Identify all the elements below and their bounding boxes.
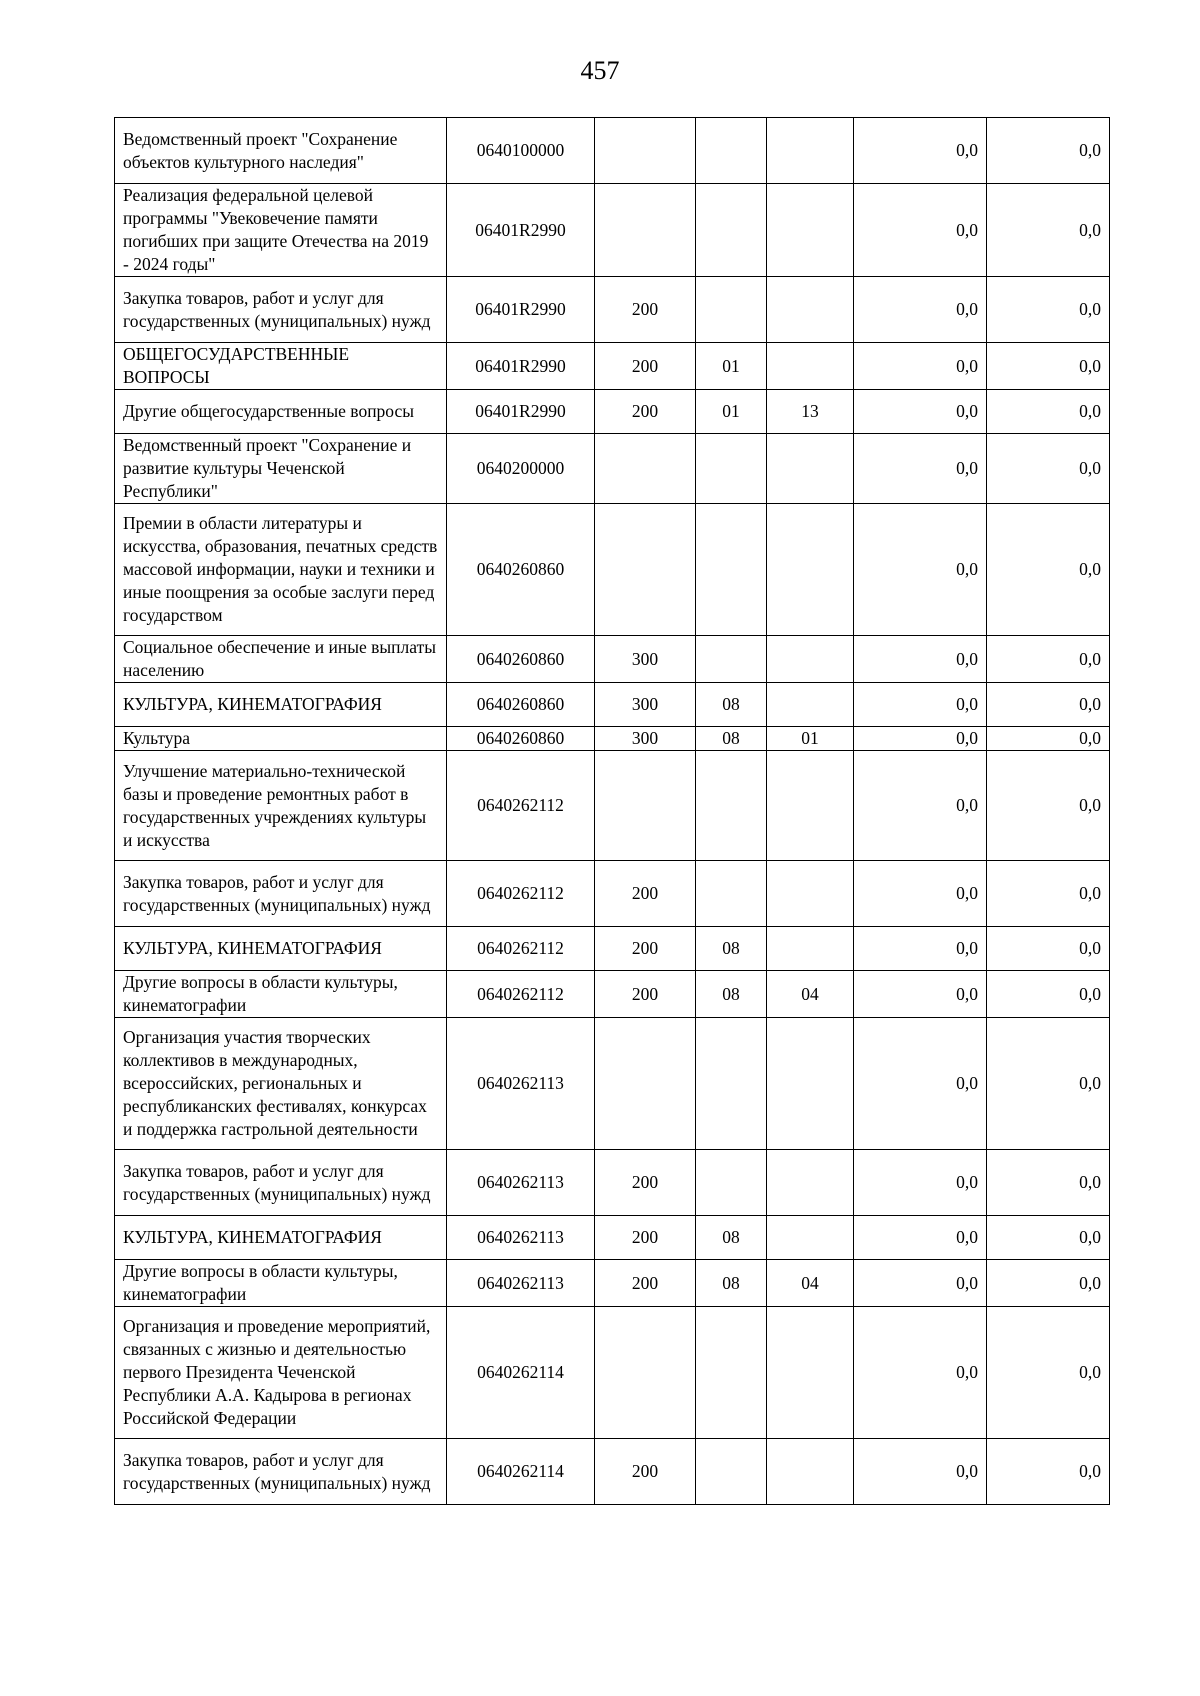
amount-2-cell: 0,0 [987,343,1110,390]
row-name-cell: Ведомственный проект "Сохранение и развитие культуры Чеченской Республики" [115,434,447,504]
table-row [115,683,1110,727]
section-cell [696,434,767,504]
section-cell: 01 [696,343,767,390]
row-name-cell: Культура [115,727,447,751]
expense-type-cell: 300 [595,683,696,727]
amount-1-cell: 0,0 [854,1307,987,1439]
amount-1-cell: 0,0 [854,683,987,727]
target-code-cell: 0640262112 [447,927,595,971]
target-code-cell: 06401R2990 [447,277,595,343]
table-row [115,277,1110,343]
section-cell [696,636,767,683]
budget-table [114,117,1110,1505]
row-name-cell: Закупка товаров, работ и услуг для государственных (муниципальных) нужд [115,1439,447,1505]
row-name-cell: Другие вопросы в области культуры, кинематографии [115,971,447,1018]
amount-1-cell: 0,0 [854,1018,987,1150]
amount-1-cell: 0,0 [854,504,987,636]
target-code-cell: 06401R2990 [447,343,595,390]
section-cell [696,504,767,636]
section-cell: 08 [696,727,767,751]
target-code-cell: 0640262113 [447,1216,595,1260]
subsection-cell: 01 [767,727,854,751]
section-cell: 08 [696,927,767,971]
table-row [115,1260,1110,1307]
section-cell: 08 [696,1216,767,1260]
section-cell [696,1307,767,1439]
row-name-cell: Другие общегосударственные вопросы [115,390,447,434]
amount-1-cell: 0,0 [854,434,987,504]
subsection-cell [767,1439,854,1505]
target-code-cell: 0640262113 [447,1260,595,1307]
target-code-cell: 0640262114 [447,1439,595,1505]
amount-2-cell: 0,0 [987,727,1110,751]
target-code-cell: 0640100000 [447,118,595,184]
target-code-cell: 0640260860 [447,636,595,683]
section-cell: 08 [696,971,767,1018]
section-cell: 08 [696,683,767,727]
subsection-cell [767,751,854,861]
expense-type-cell: 200 [595,927,696,971]
target-code-cell: 0640260860 [447,683,595,727]
amount-2-cell: 0,0 [987,683,1110,727]
subsection-cell [767,636,854,683]
table-row [115,343,1110,390]
amount-2-cell: 0,0 [987,118,1110,184]
amount-1-cell: 0,0 [854,636,987,683]
amount-1-cell: 0,0 [854,1439,987,1505]
row-name-cell: Закупка товаров, работ и услуг для государственных (муниципальных) нужд [115,861,447,927]
row-name-cell: Другие вопросы в области культуры, кинематографии [115,1260,447,1307]
table-row [115,184,1110,277]
table-row [115,390,1110,434]
target-code-cell: 0640200000 [447,434,595,504]
table-row [115,1307,1110,1439]
table-row [115,1439,1110,1505]
target-code-cell: 06401R2990 [447,390,595,434]
table-row [115,504,1110,636]
expense-type-cell: 200 [595,343,696,390]
subsection-cell [767,118,854,184]
amount-1-cell: 0,0 [854,971,987,1018]
table-row [115,118,1110,184]
target-code-cell: 0640262114 [447,1307,595,1439]
row-name-cell: Закупка товаров, работ и услуг для государственных (муниципальных) нужд [115,277,447,343]
target-code-cell: 0640260860 [447,504,595,636]
row-name-cell: Закупка товаров, работ и услуг для государственных (муниципальных) нужд [115,1150,447,1216]
amount-2-cell: 0,0 [987,1216,1110,1260]
section-cell: 01 [696,390,767,434]
amount-1-cell: 0,0 [854,727,987,751]
target-code-cell: 0640262113 [447,1018,595,1150]
table-row [115,971,1110,1018]
amount-1-cell: 0,0 [854,1216,987,1260]
subsection-cell: 13 [767,390,854,434]
page-number: 457 [580,56,620,85]
table-row [115,1150,1110,1216]
amount-1-cell: 0,0 [854,861,987,927]
subsection-cell [767,1216,854,1260]
section-cell: 08 [696,1260,767,1307]
expense-type-cell: 200 [595,861,696,927]
amount-1-cell: 0,0 [854,1260,987,1307]
subsection-cell [767,1018,854,1150]
expense-type-cell: 200 [595,390,696,434]
section-cell [696,1018,767,1150]
amount-2-cell: 0,0 [987,1307,1110,1439]
table-row [115,1018,1110,1150]
subsection-cell [767,504,854,636]
expense-type-cell [595,184,696,277]
expense-type-cell [595,118,696,184]
amount-2-cell: 0,0 [987,636,1110,683]
table-row [115,434,1110,504]
target-code-cell: 0640262113 [447,1150,595,1216]
expense-type-cell [595,751,696,861]
subsection-cell [767,277,854,343]
subsection-cell [767,1150,854,1216]
amount-1-cell: 0,0 [854,118,987,184]
expense-type-cell: 200 [595,277,696,343]
section-cell [696,1439,767,1505]
section-cell [696,184,767,277]
target-code-cell: 0640262112 [447,861,595,927]
expense-type-cell [595,434,696,504]
section-cell [696,751,767,861]
subsection-cell [767,184,854,277]
row-name-cell: Организация участия творческих коллективов в международных, всероссийских, региональных и республиканских фестивалях, конкурсах и поддержка гастрольной деятельности [115,1018,447,1150]
amount-2-cell: 0,0 [987,1439,1110,1505]
row-name-cell: Организация и проведение мероприятий, связанных с жизнью и деятельностью первого Президента Чеченской Республики А.А. Кадырова в регионах Российской Федерации [115,1307,447,1439]
amount-2-cell: 0,0 [987,751,1110,861]
amount-2-cell: 0,0 [987,971,1110,1018]
expense-type-cell: 300 [595,636,696,683]
amount-2-cell: 0,0 [987,927,1110,971]
amount-1-cell: 0,0 [854,390,987,434]
expense-type-cell: 300 [595,727,696,751]
section-cell [696,277,767,343]
amount-1-cell: 0,0 [854,927,987,971]
amount-1-cell: 0,0 [854,343,987,390]
amount-2-cell: 0,0 [987,504,1110,636]
expense-type-cell: 200 [595,1150,696,1216]
amount-2-cell: 0,0 [987,1260,1110,1307]
row-name-cell: Премии в области литературы и искусства, образования, печатных средств массовой информации, науки и техники и иные поощрения за особые заслуги перед государством [115,504,447,636]
row-name-cell: Улучшение материально-технической базы и проведение ремонтных работ в государственных учреждениях культуры и искусства [115,751,447,861]
expense-type-cell: 200 [595,1439,696,1505]
amount-2-cell: 0,0 [987,434,1110,504]
target-code-cell: 0640262112 [447,971,595,1018]
row-name-cell: Реализация федеральной целевой программы "Увековечение памяти погибших при защите Отечества на 2019 - 2024 годы" [115,184,447,277]
expense-type-cell: 200 [595,1260,696,1307]
amount-1-cell: 0,0 [854,751,987,861]
subsection-cell [767,683,854,727]
expense-type-cell [595,504,696,636]
section-cell [696,118,767,184]
row-name-cell: ОБЩЕГОСУДАРСТВЕННЫЕ ВОПРОСЫ [115,343,447,390]
amount-2-cell: 0,0 [987,277,1110,343]
subsection-cell: 04 [767,1260,854,1307]
row-name-cell: КУЛЬТУРА, КИНЕМАТОГРАФИЯ [115,1216,447,1260]
subsection-cell [767,927,854,971]
target-code-cell: 0640260860 [447,727,595,751]
section-cell [696,1150,767,1216]
table-row [115,1216,1110,1260]
amount-2-cell: 0,0 [987,1150,1110,1216]
amount-2-cell: 0,0 [987,1018,1110,1150]
expense-type-cell [595,1307,696,1439]
amount-2-cell: 0,0 [987,390,1110,434]
amount-1-cell: 0,0 [854,184,987,277]
row-name-cell: КУЛЬТУРА, КИНЕМАТОГРАФИЯ [115,683,447,727]
subsection-cell [767,1307,854,1439]
row-name-cell: КУЛЬТУРА, КИНЕМАТОГРАФИЯ [115,927,447,971]
table-row [115,751,1110,861]
expense-type-cell: 200 [595,971,696,1018]
row-name-cell: Социальное обеспечение и иные выплаты населению [115,636,447,683]
table-body [115,118,1110,1505]
subsection-cell [767,434,854,504]
table-row [115,636,1110,683]
amount-2-cell: 0,0 [987,184,1110,277]
subsection-cell [767,343,854,390]
section-cell [696,861,767,927]
subsection-cell: 04 [767,971,854,1018]
table-row [115,727,1110,751]
expense-type-cell [595,1018,696,1150]
target-code-cell: 0640262112 [447,751,595,861]
amount-2-cell: 0,0 [987,861,1110,927]
amount-1-cell: 0,0 [854,277,987,343]
amount-1-cell: 0,0 [854,1150,987,1216]
subsection-cell [767,861,854,927]
expense-type-cell: 200 [595,1216,696,1260]
row-name-cell: Ведомственный проект "Сохранение объектов культурного наследия" [115,118,447,184]
table-row [115,861,1110,927]
target-code-cell: 06401R2990 [447,184,595,277]
table-row [115,927,1110,971]
